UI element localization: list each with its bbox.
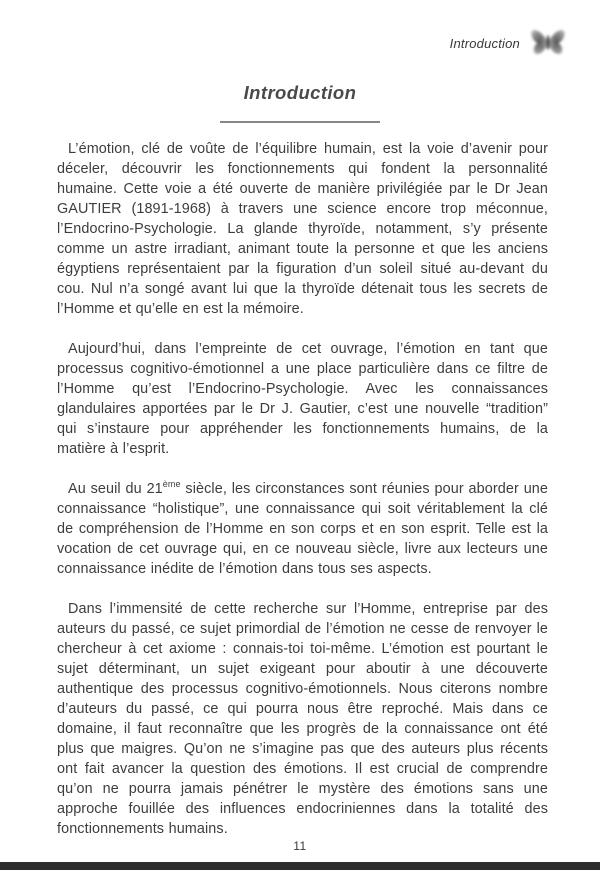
butterfly-icon — [529, 26, 567, 60]
page-bottom-edge — [0, 862, 600, 870]
superscript-ordinal: ème — [162, 479, 181, 490]
running-header — [450, 26, 567, 60]
paragraph-2: Aujourd’hui, dans l’empreinte de cet ouvrage, l’émotion en tant que processus cognitivo-émotionnel a une place particulière dans ce filtre de l’Homme qu’est l’Endocrino-Psychologie. Avec les connaissances glandulaires apportées par le Dr J. Gautier, c’est une nouvelle “tradition” qui s’instaure pour appréhender les fonctionnements humains, de la matière à l’esprit. — [57, 341, 548, 457]
running-header-title: Introduction — [449, 35, 520, 51]
paragraph-3 — [57, 479, 548, 579]
paragraph-3-text-continued: siècle, les circonstances sont réunies pour aborder une connaissance “holistique”, une connaissance qui soit véritablement la clé de compréhension de l’Homme en son corps et en son esprit. Telle est la vocation de cet ouvrage qui, en ce nouveau siècle, livre aux lecteurs une connaissance inédite de l’émotion dans tous ses aspects. — [57, 481, 548, 577]
page-footer — [0, 837, 600, 855]
paragraph-4: Dans l’immensité de cette recherche sur l’Homme, entreprise par des auteurs du passé, ce sujet primordial de l’émotion ne cesse de renvoyer le chercheur à cet axiome : connais-toi toi-même. L’émotion est pourtant le sujet déterminant, un sujet exigeant pour aboutir à une découverte authentique des processus cognitivo-émotionnels. Nous citerons nombre d’auteurs du passé, ce qui pourra nous être reproché. Mais dans ce domaine, il faut reconnaître que les progrès de la connaissance ont été plus que maigres. Qu’on ne s’imagine pas que des auteurs plus récents ont fait avancer la question des émotions. Il est crucial de comprendre qu’on ne pourra jamais pénétrer le mystère des émotions sans une approche fouillée des influences endocriniennes dans la totalité des fonctionnements humains. — [57, 601, 548, 837]
chapter-title-block — [0, 82, 600, 123]
paragraph-1: L’émotion, clé de voûte de l’équilibre humain, est la voie d’avenir pour déceler, découvrir les fonctionnements qui fondent la personnalité humaine. Cette voie a été ouverte de manière privilégiée par le Dr Jean GAUTIER (1891-1968) à travers une science encore trop méconnue, l’Endocrino-Psychologie. La glande thyroïde, notamment, s’y présente comme un astre irradiant, animant toute la personne et que les anciens égyptiens représentaient par la figuration d’un soleil situé au-devant du cou. Nul n’a songé avant lui que la thyroïde détenait tous les secrets de l’Homme et qu’elle en est la mémoire. — [57, 141, 548, 317]
paragraph-3-text: Au seuil du 21 — [68, 481, 163, 497]
title-underline — [220, 121, 380, 123]
page-content — [57, 139, 548, 839]
page-number: 11 — [293, 839, 307, 853]
chapter-title: Introduction — [243, 82, 357, 103]
